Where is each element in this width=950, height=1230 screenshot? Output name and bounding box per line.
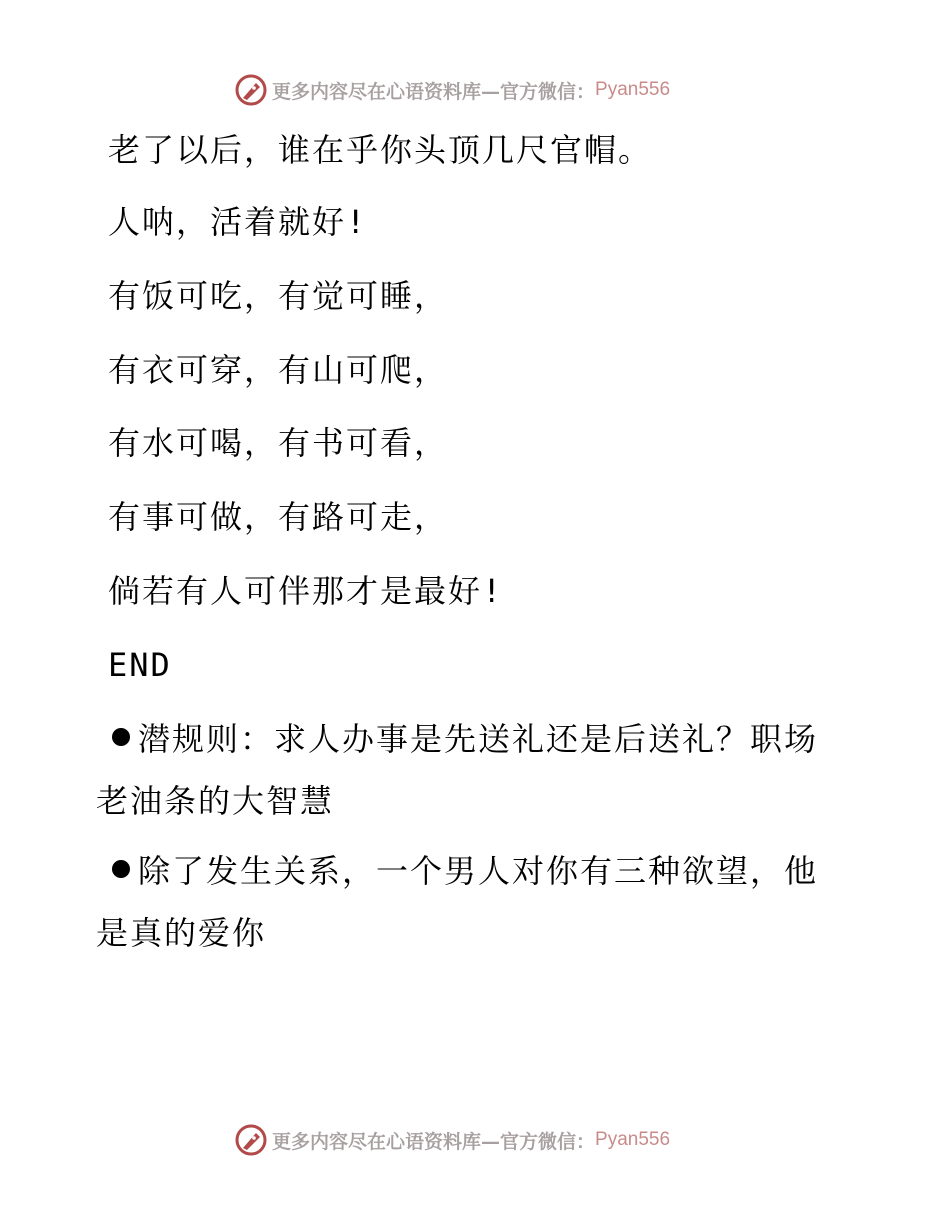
pen-nib-logo-icon [234, 73, 268, 107]
body-line-1: 老了以后，谁在乎你头顶几尺官帽。 [108, 131, 653, 169]
watermark-wechat-id: Pyan556 [595, 79, 671, 100]
footer-watermark [234, 1122, 670, 1158]
related-link-2[interactable] [96, 840, 836, 964]
watermark-text: 更多内容尽在心语资料库—官方微信： [272, 80, 596, 103]
body-line-2: 人呐，活着就好! [108, 203, 368, 241]
body-line-5: 有水可喝，有书可看， [108, 424, 449, 462]
related-link-1-line-2: 老油条的大智慧 [96, 782, 335, 820]
body-line-7: 倘若有人可伴那才是最好! [108, 572, 504, 610]
body-line-6: 有事可做，有路可走， [108, 498, 449, 536]
end-marker: END [108, 646, 172, 684]
bullet-icon [112, 860, 130, 878]
pen-nib-logo-icon [234, 1123, 268, 1157]
bullet-icon [112, 728, 130, 746]
related-link-1[interactable] [96, 708, 836, 832]
watermark-text: 更多内容尽在心语资料库—官方微信： [272, 1130, 596, 1153]
header-watermark [234, 72, 670, 108]
related-link-2-line-2: 是真的爱你 [96, 914, 267, 952]
related-link-1-line-1: 潜规则：求人办事是先送礼还是后送礼？职场 [138, 720, 819, 758]
body-line-3: 有饭可吃，有觉可睡， [108, 277, 449, 315]
body-line-4: 有衣可穿，有山可爬， [108, 351, 449, 389]
related-link-2-line-1: 除了发生关系，一个男人对你有三种欲望，他 [138, 852, 819, 890]
watermark-wechat-id: Pyan556 [595, 1129, 671, 1150]
